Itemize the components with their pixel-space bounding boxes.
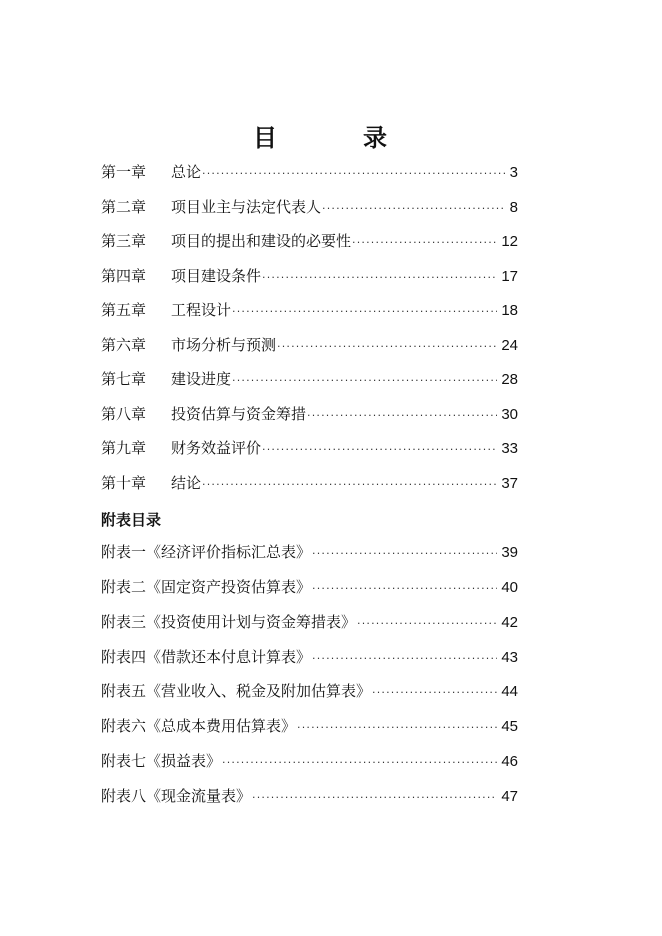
leader-dots	[311, 578, 497, 600]
page-number: 47	[501, 788, 518, 805]
toc-chapter-row[interactable]	[101, 265, 518, 287]
leader-dots	[261, 439, 497, 461]
toc-appendix-row[interactable]	[101, 750, 518, 772]
page-number: 39	[501, 544, 518, 561]
page-number: 42	[501, 614, 518, 631]
toc-appendix-row[interactable]	[101, 576, 518, 598]
leader-dots	[371, 682, 497, 704]
chapter-number: 第十章	[101, 474, 147, 492]
leader-dots	[276, 336, 497, 358]
toc-chapter-row[interactable]	[101, 368, 518, 390]
toc-chapter-row[interactable]	[101, 403, 518, 425]
chapter-number: 第三章	[101, 232, 147, 250]
chapter-title: 建设进度	[171, 370, 232, 388]
page-number: 43	[501, 649, 518, 666]
page-title	[0, 120, 662, 156]
page-number: 45	[501, 718, 518, 735]
chapter-title: 项目建设条件	[171, 267, 262, 285]
leader-dots	[221, 752, 497, 774]
appendix-title: 附表三《投资使用计划与资金筹措表》	[101, 613, 357, 631]
page-number: 44	[501, 683, 518, 700]
appendix-title: 附表六《总成本费用估算表》	[101, 717, 297, 735]
toc-appendix-row[interactable]	[101, 646, 518, 668]
toc-chapter-row[interactable]	[101, 299, 518, 321]
chapter-title: 市场分析与预测	[171, 336, 277, 354]
title-char-left: 目	[253, 124, 277, 152]
appendix-title: 附表五《营业收入、税金及附加估算表》	[101, 682, 372, 700]
chapter-title: 项目业主与法定代表人	[171, 198, 322, 216]
chapter-number: 第五章	[101, 301, 147, 319]
page-number: 18	[501, 302, 518, 319]
leader-dots	[311, 648, 497, 670]
appendix-title: 附表八《现金流量表》	[101, 787, 252, 805]
leader-dots	[296, 717, 497, 739]
toc-appendix-row[interactable]	[101, 785, 518, 807]
leader-dots	[231, 370, 497, 392]
leader-dots	[261, 267, 497, 289]
chapter-number: 第七章	[101, 370, 147, 388]
toc-appendix-row[interactable]	[101, 715, 518, 737]
leader-dots	[201, 474, 497, 496]
page-number: 33	[501, 440, 518, 457]
leader-dots	[306, 405, 497, 427]
leader-dots	[201, 163, 506, 185]
page-number: 8	[509, 199, 518, 216]
appendix-title: 附表七《损益表》	[101, 752, 222, 770]
appendix-title: 附表一《经济评价指标汇总表》	[101, 543, 312, 561]
page-number: 24	[501, 337, 518, 354]
leader-dots	[251, 787, 497, 809]
page-number: 46	[501, 753, 518, 770]
leader-dots	[311, 543, 497, 565]
chapter-title: 总论	[171, 163, 202, 181]
toc-chapter-row[interactable]	[101, 334, 518, 356]
chapter-title: 结论	[171, 474, 202, 492]
leader-dots	[351, 232, 497, 254]
toc-chapter-row[interactable]	[101, 472, 518, 494]
chapter-title: 投资估算与资金筹措	[171, 405, 307, 423]
leader-dots	[321, 198, 506, 220]
chapter-number: 第一章	[101, 163, 147, 181]
page-number: 40	[501, 579, 518, 596]
chapter-title: 项目的提出和建设的必要性	[171, 232, 352, 250]
appendix-title: 附表二《固定资产投资估算表》	[101, 578, 312, 596]
toc-chapter-row[interactable]	[101, 437, 518, 459]
chapter-title: 财务效益评价	[171, 439, 262, 457]
page-number: 37	[501, 475, 518, 492]
chapter-number: 第二章	[101, 198, 147, 216]
title-char-right: 录	[363, 124, 387, 152]
toc-chapter-row[interactable]	[101, 230, 518, 252]
chapter-title: 工程设计	[171, 301, 232, 319]
leader-dots	[231, 301, 497, 323]
page-number: 12	[501, 233, 518, 250]
chapter-number: 第九章	[101, 439, 147, 457]
page-number: 17	[501, 268, 518, 285]
page-number: 3	[509, 164, 518, 181]
appendix-title: 附表四《借款还本付息计算表》	[101, 648, 312, 666]
page-number: 28	[501, 371, 518, 388]
chapter-number: 第六章	[101, 336, 147, 354]
toc-appendix-row[interactable]	[101, 541, 518, 563]
chapter-number: 第四章	[101, 267, 147, 285]
toc-chapter-row[interactable]	[101, 196, 518, 218]
toc-appendix-row[interactable]	[101, 680, 518, 702]
chapter-number: 第八章	[101, 405, 147, 423]
toc-chapter-row[interactable]	[101, 161, 518, 183]
appendix-heading: 附表目录	[101, 511, 162, 529]
leader-dots	[356, 613, 497, 635]
toc-appendix-row[interactable]	[101, 611, 518, 633]
page-number: 30	[501, 406, 518, 423]
